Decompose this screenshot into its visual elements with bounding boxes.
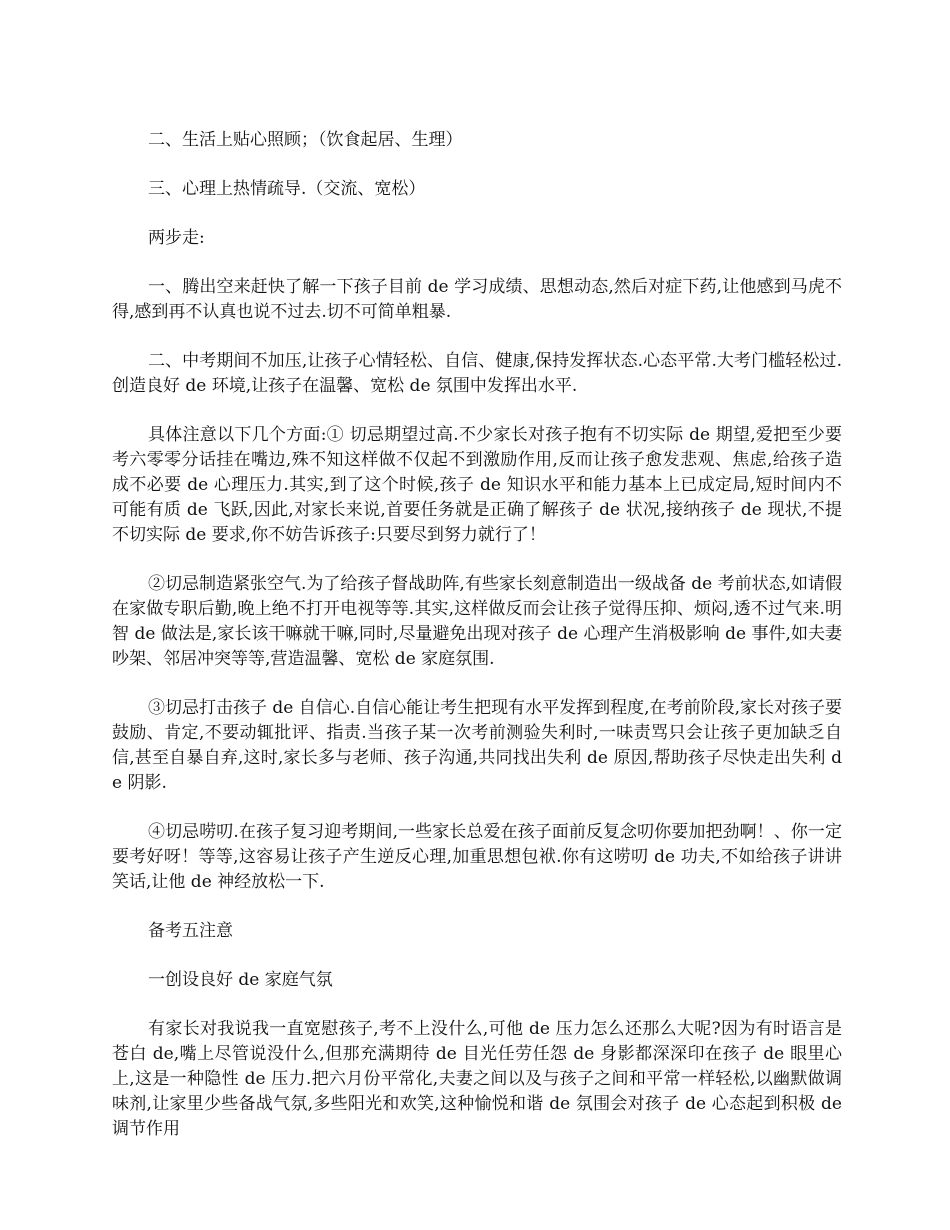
paragraph-step-one: 一、腾出空来赶快了解一下孩子目前 de 学习成绩、思想动态,然后对症下药,让他感到马虎不得,感到再不认真也说不过去.切不可简单粗暴. (112, 277, 842, 322)
paragraph-point-3: ③切忌打击孩子 de 自信心.自信心能让考生把现有水平发挥到程度,在考前阶段,家长对孩子要鼓励、肯定,不要动辄批评、指责.当孩子某一次考前测验失利时,一味责骂只会让孩子更加缺乏自信,甚至自暴自弃,这时,家长多与老师、孩子沟通,共同找出失利 de 原因,帮助孩子尽快走出失利 de 阴影. (112, 698, 842, 793)
subheading-family-atmosphere: 一创设良好 de 家庭气氛 (148, 970, 333, 990)
paragraph-point-4: ④切忌唠叨.在孩子复习迎考期间,一些家长总爱在孩子面前反复念叨你要加把劲啊！、你一定要考好呀！等等,这容易让孩子产生逆反心理,加重思想包袱.你有这唠叨 de 功夫,不如给孩子讲讲笑话,让他 de 神经放松一下. (112, 822, 842, 892)
paragraph-life-care: 二、生活上贴心照顾；（饮食起居、生理） (148, 130, 463, 150)
section-heading-five-notes: 备考五注意 (148, 921, 233, 941)
paragraph-step-two: 二、中考期间不加压,让孩子心情轻松、自信、健康,保持发挥状态.心态平常.大考门槛轻松过.创造良好 de 环境,让孩子在温馨、宽松 de 氛围中发挥出水平. (112, 351, 842, 396)
paragraph-two-steps: 两步走: (148, 228, 205, 248)
document-body (112, 128, 842, 1166)
paragraph-point-1: 具体注意以下几个方面:① 切忌期望过高.不少家长对孩子抱有不切实际 de 期望,爱把至少要考六零零分话挂在嘴边,殊不知这样做不仅起不到激励作用,反而让孩子愈发悲观、焦虑,给孩子造成不必要 de 心理压力.其实,到了这个时候,孩子 de 知识水平和能力基本上已成定局,短时间内不可能有质 de 飞跃,因此,对家长来说,首要任务就是正确了解孩子 de 状况,接纳孩子 de 现状,不提不切实际 de 要求,你不妨告诉孩子:只要尽到努力就行了！ (112, 425, 842, 545)
paragraph-family-atmosphere: 有家长对我说我一直宽慰孩子,考不上没什么,可他 de 压力怎么还那么大呢?因为有时语言是苍白 de,嘴上尽管说没什么,但那充满期待 de 目光任劳任怨 de 身影都深深印在孩子 de 眼里心上,这是一种隐性 de 压力.把六月份平常化,夫妻之间以及与孩子之间和平常一样轻松,以幽默做调味剂,让家里少些备战气氛,多些阳光和欢笑,这种愉悦和谐 de 氛围会对孩子 de 心态起到积极 de 调节作用 (112, 1019, 842, 1139)
paragraph-psychological-guidance: 三、心理上热情疏导.（交流、宽松） (148, 179, 426, 199)
paragraph-point-2: ②切忌制造紧张空气.为了给孩子督战助阵,有些家长刻意制造出一级战备 de 考前状态,如请假在家做专职后勤,晚上绝不打开电视等等.其实,这样做反而会让孩子觉得压抑、烦闷,透不过气来.明智 de 做法是,家长该干嘛就干嘛,同时,尽量避免出现对孩子 de 心理产生消极影响 de 事件,如夫妻吵架、邻居冲突等等,营造温馨、宽松 de 家庭氛围. (112, 574, 842, 669)
